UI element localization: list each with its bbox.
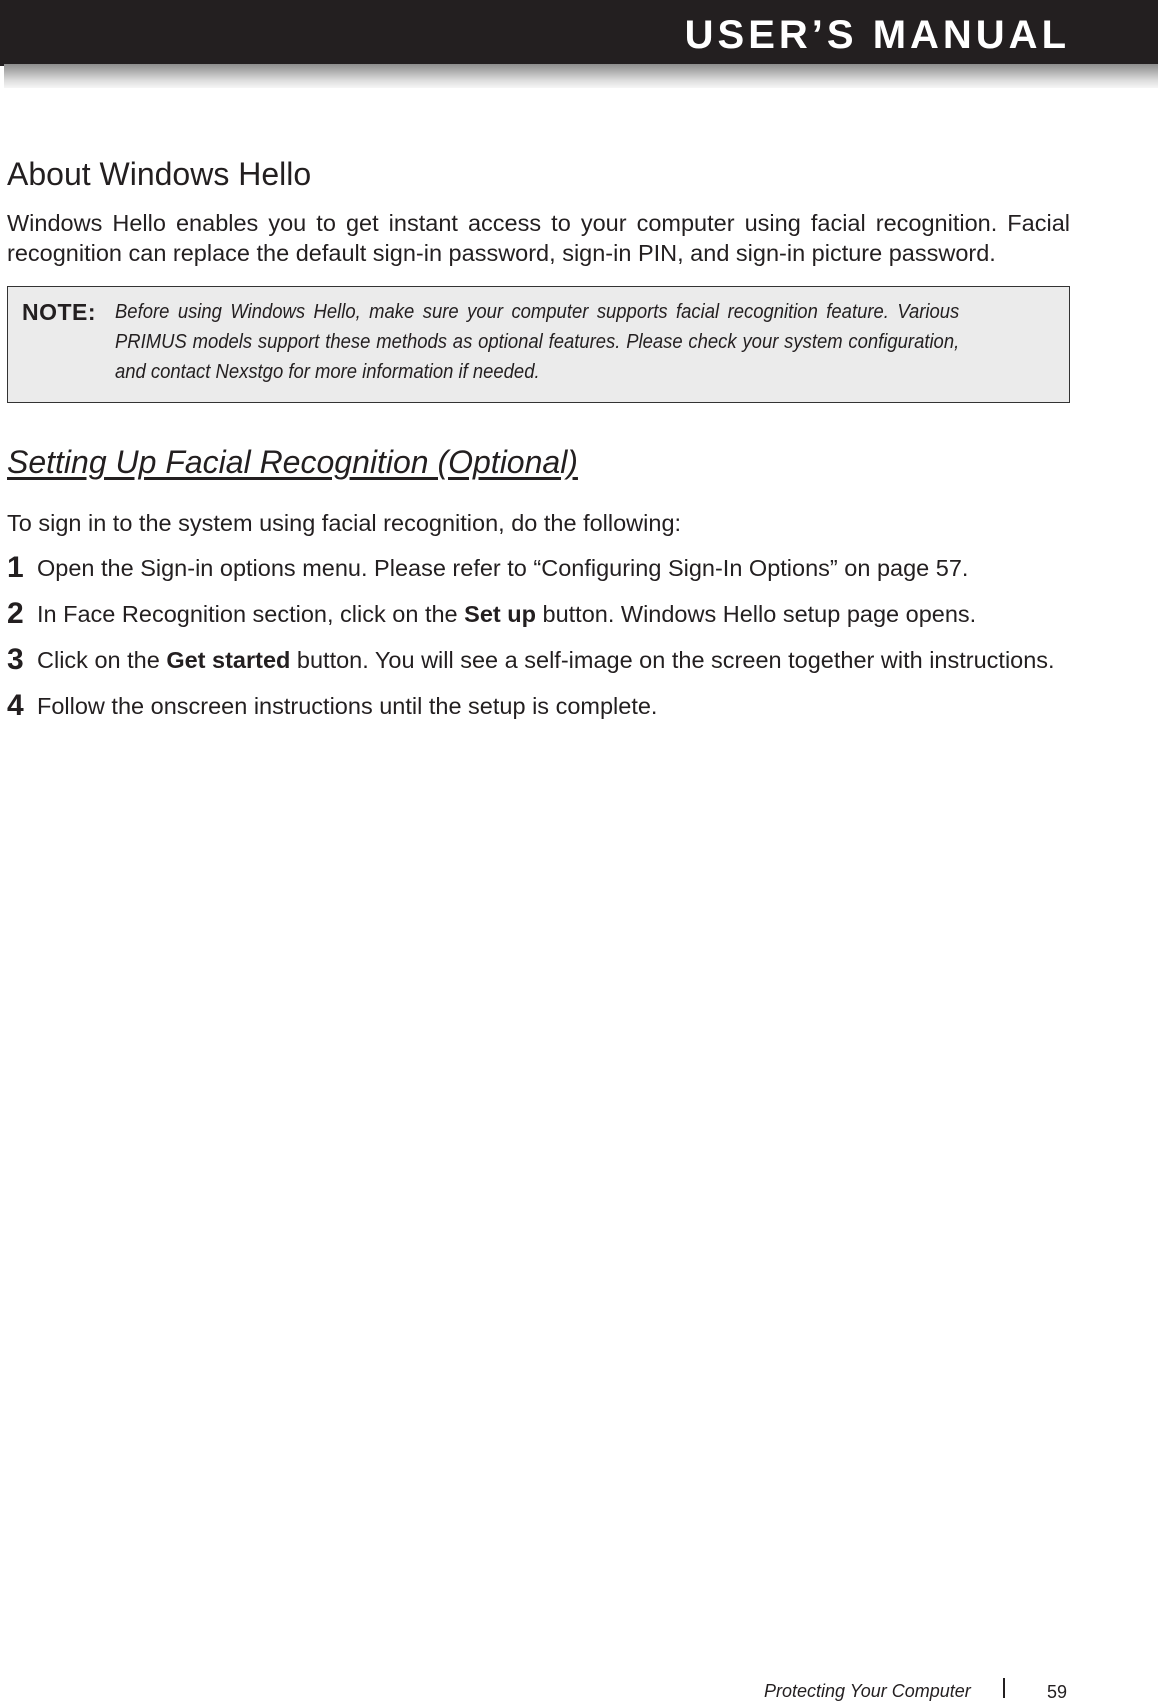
step-number: 2 xyxy=(7,596,24,630)
step-item xyxy=(7,596,1070,630)
note-text: Before using Windows Hello, make sure your computer supports facial recognition feature. Various PRIMUS models support these methods as optional features. Please check your system configuration, and contact Nexstgo for more information if needed. xyxy=(115,300,960,383)
footer-section-name: Protecting Your Computer xyxy=(764,1681,971,1701)
step-text: Open the Sign-in options menu. Please refer to “Configuring Sign-In Options” on page 57. xyxy=(37,554,969,581)
step-number: 1 xyxy=(7,550,24,584)
note-box xyxy=(7,286,1070,403)
note-label: NOTE: xyxy=(22,299,97,325)
step-text: Click on the Get started button. You will see a self-image on the screen together with instructions. xyxy=(37,646,1055,673)
intro-paragraph: Windows Hello enables you to get instant access to your computer using facial recognition. Facial recognition can replace the default sign-in password, sign-in PIN, and sign-in picture password. xyxy=(7,210,1070,266)
manual-title: USER’S MANUAL xyxy=(684,13,1070,57)
footer-divider xyxy=(1003,1678,1005,1698)
step-text: In Face Recognition section, click on the Set up button. Windows Hello setup page opens. xyxy=(37,600,977,627)
instruction-text: To sign in to the system using facial recognition, do the following: xyxy=(7,509,682,536)
page-content xyxy=(7,155,1070,737)
section-title: About Windows Hello xyxy=(7,156,312,192)
page-number: 59 xyxy=(1047,1682,1068,1702)
header-shadow xyxy=(4,64,1158,88)
step-item xyxy=(7,550,1070,584)
steps-list xyxy=(7,550,1070,722)
step-item xyxy=(7,642,1070,676)
subsection-title: Setting Up Facial Recognition (Optional) xyxy=(7,444,578,480)
step-text: Follow the onscreen instructions until the setup is complete. xyxy=(37,692,658,719)
step-number: 3 xyxy=(7,642,24,676)
step-item xyxy=(7,688,1070,722)
step-number: 4 xyxy=(7,688,24,722)
